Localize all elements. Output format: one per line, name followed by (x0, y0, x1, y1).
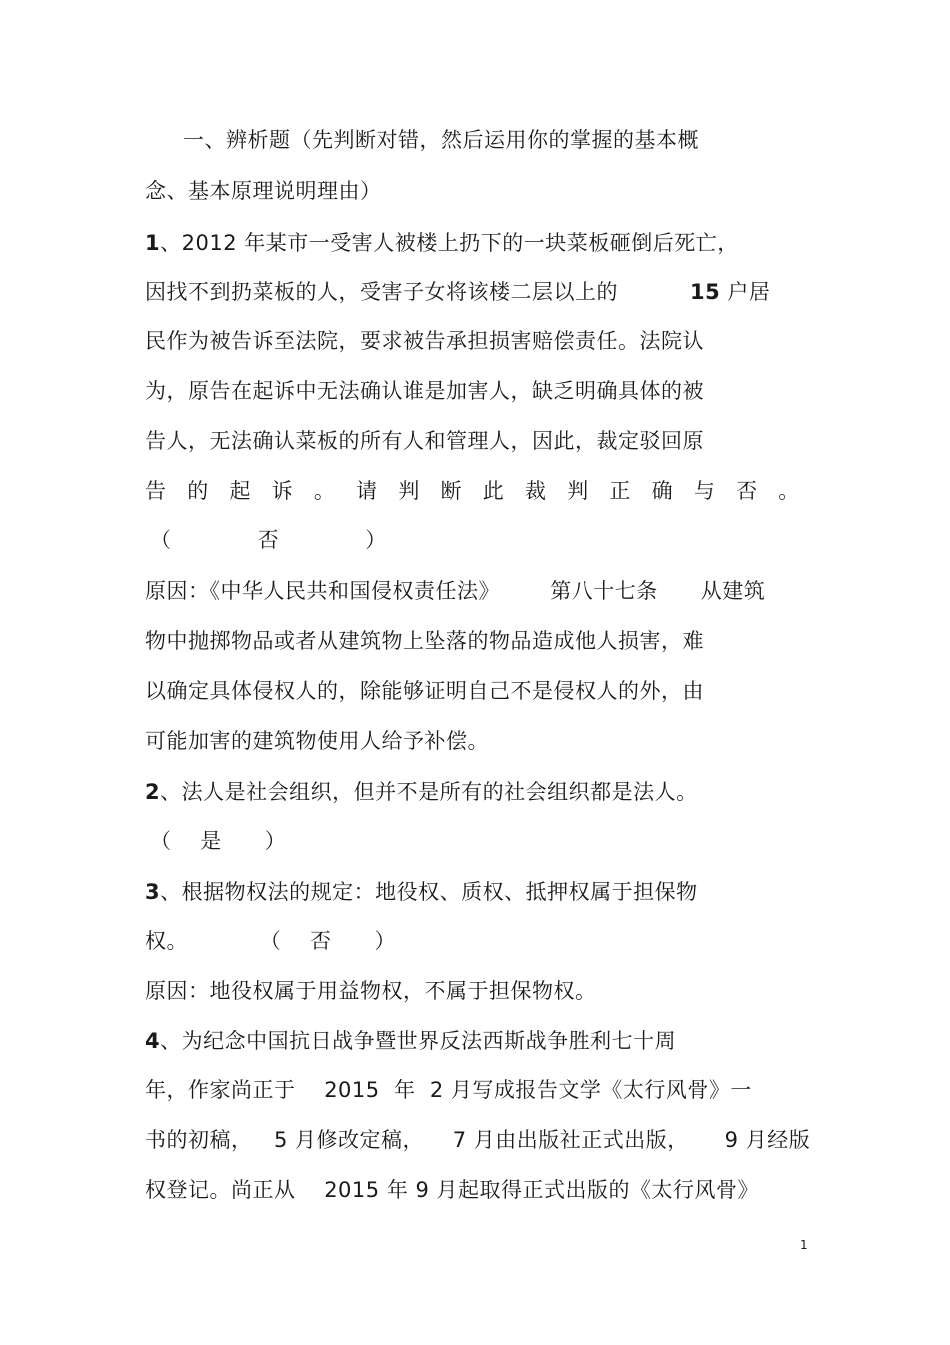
q4-line-1 (145, 1026, 676, 1056)
q3-line-1 (145, 877, 698, 907)
page-number: 1 (800, 1238, 808, 1252)
q1-reason-4: 可能加害的建筑物使用人给予补偿。 (145, 729, 489, 753)
q1-reason-1: 原因：《中华人民共和国侵权责任法》 第八十七条 从建筑 (145, 579, 766, 603)
q1-char: 否 (736, 479, 758, 503)
q1-char: 裁 (524, 479, 547, 503)
q1-line-4: 为，原告在起诉中无法确认谁是加害人，缺乏明确具体的被 (145, 379, 704, 403)
q4-line-3: 书的初稿， 5 月修改定稿， 7 月由出版社正式出版， 9 月经版 (145, 1128, 811, 1152)
q1-line-5: 告人，无法确认菜板的所有人和管理人，因此，裁定驳回原 (145, 429, 704, 453)
q1-text-2b: 户居 (720, 280, 771, 304)
q1-line-6-justified (145, 476, 800, 506)
q1-text-1: 、2012 年某市一受害人被楼上扔下的一块菜板砸倒后死亡， (160, 231, 739, 255)
q1-char: 诉 (271, 479, 294, 503)
q1-char: 的 (187, 479, 209, 503)
q2-line-1 (145, 777, 698, 807)
q4-line-4: 权登记。尚正从 2015 年 9 月起取得正式出版的《太行风骨》 (145, 1178, 760, 1202)
q1-char: 确 (651, 479, 674, 503)
q4-number: 4 (145, 1029, 161, 1053)
q2-number: 2 (145, 780, 161, 804)
q3-number: 3 (145, 880, 161, 904)
q3-line-2: 权。 （ 否 ） (145, 929, 397, 953)
heading-line-2: 念、基本原理说明理由） (145, 179, 382, 203)
q1-char: 判 (567, 479, 589, 503)
q1-reason-2: 物中抛掷物品或者从建筑物上坠落的物品造成他人损害，难 (145, 629, 704, 653)
q4-text-1: 、为纪念中国抗日战争暨世界反法西斯战争胜利七十周 (160, 1029, 677, 1053)
q1-reason-3: 以确定具体侵权人的，除能够证明自己不是侵权人的外，由 (145, 679, 704, 703)
q2-answer: （ 是 ） (150, 829, 287, 853)
q1-char: 起 (229, 479, 251, 503)
q1-char: 与 (693, 479, 716, 503)
q1-char: 告 (145, 479, 167, 503)
q1-char: 。 (313, 479, 336, 503)
q1-char: 判 (398, 479, 420, 503)
q1-char: 断 (440, 479, 463, 503)
q4-line-2: 年，作家尚正于 2015 年 2 月写成报告文学《太行风骨》一 (145, 1078, 752, 1102)
q1-char: 正 (609, 479, 631, 503)
heading-line-1: 一、辨析题（先判断对错，然后运用你的掌握的基本概 (183, 128, 699, 152)
q1-household-count: 15 (690, 280, 721, 304)
q2-text: 、法人是社会组织，但并不是所有的社会组织都是法人。 (160, 780, 698, 804)
q1-answer: （ 否 ） (150, 528, 387, 552)
q3-reason: 原因：地役权属于用益物权，不属于担保物权。 (145, 979, 597, 1003)
q1-line-1 (145, 228, 739, 258)
q3-text: 、根据物权法的规定：地役权、质权、抵押权属于担保物 (160, 880, 698, 904)
q1-number: 1 (145, 231, 161, 255)
q1-line-2 (145, 277, 770, 307)
q1-char: 此 (482, 479, 505, 503)
q1-text-2: 因找不到扔菜板的人，受害子女将该楼二层以上的 (145, 280, 618, 304)
q1-line-3: 民作为被告诉至法院，要求被告承担损害赔偿责任。法院认 (145, 329, 704, 353)
q1-char: 请 (356, 479, 378, 503)
q1-char: 。 (778, 479, 800, 503)
